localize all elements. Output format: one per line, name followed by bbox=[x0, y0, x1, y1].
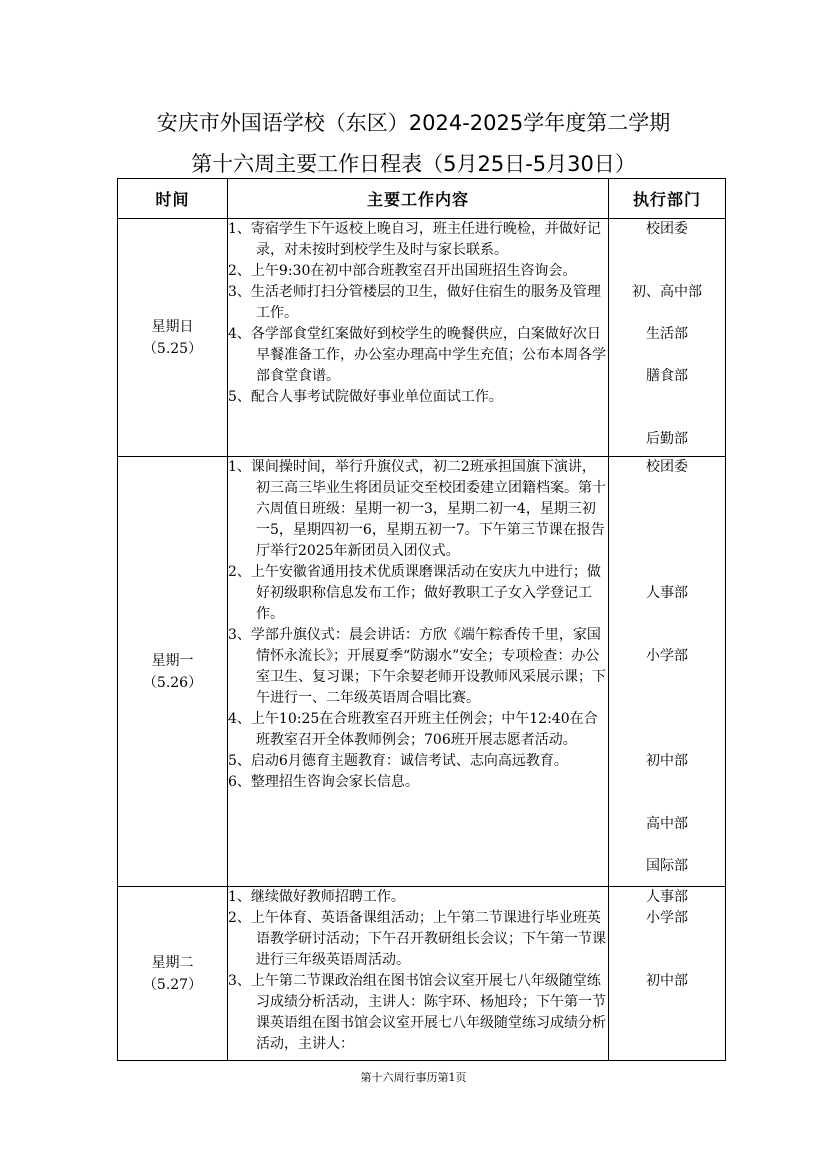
content-cell bbox=[228, 887, 609, 1061]
dept-cell bbox=[609, 219, 726, 457]
document-subtitle: 第十六周主要工作日程表（5月25日-5月30日） bbox=[191, 152, 636, 176]
day-cell bbox=[118, 887, 228, 1061]
work-item: 6、整理招生咨询会家长信息。 bbox=[228, 774, 419, 790]
dept-label: 小学部 bbox=[646, 910, 688, 926]
dept-label: 生活部 bbox=[646, 326, 688, 342]
page-footer: 第十六周行事历第1页 bbox=[360, 1071, 467, 1084]
dept-label: 高中部 bbox=[646, 816, 688, 832]
header-content: 主要工作内容 bbox=[228, 179, 609, 219]
work-item: 4、各学部食堂红案做好到校学生的晚餐供应，白案做好次日早餐准备工作，办公室办理高中学生充值；公布本周各学部食堂食谱。 bbox=[228, 326, 606, 384]
work-item: 3、生活老师打扫分管楼层的卫生，做好住宿生的服务及管理工作。 bbox=[228, 284, 601, 321]
dept-label: 人事部 bbox=[646, 889, 688, 905]
dept-label: 初、高中部 bbox=[632, 284, 702, 300]
work-item: 1、寄宿学生下午返校上晚自习，班主任进行晚检，并做好记录，对未按时到校学生及时与家长联系。 bbox=[228, 221, 601, 258]
dept-label: 人事部 bbox=[646, 585, 688, 601]
work-item: 3、上午第二节课政治组在图书馆会议室开展七八年级随堂练习成绩分析活动，主讲人：陈宇环、杨旭玲；下午第一节课英语组在图书馆会议室开展七八年级随堂练习成绩分析活动，主讲人： bbox=[228, 973, 606, 1052]
dept-cell bbox=[609, 887, 726, 1061]
work-item: 4、上午10:25在合班教室召开班主任例会；中午12:40在合班教室召开全体教师例会；706班开展志愿者活动。 bbox=[228, 711, 598, 748]
dept-label: 校团委 bbox=[646, 221, 688, 237]
work-item: 1、继续做好教师招聘工作。 bbox=[228, 889, 405, 905]
day-cell bbox=[118, 457, 228, 887]
header-time: 时间 bbox=[118, 179, 228, 219]
day-cell bbox=[118, 219, 228, 457]
work-item: 3、学部升旗仪式：晨会讲话：方欣《端午粽香传千里，家国情怀永流长》；开展夏季“防溺水”安全；专项检查：办公室卫生、复习课；下午余㛃老师开设教师风采展示课；下午进行一、二年级英语周合唱比赛。 bbox=[228, 627, 606, 706]
work-item: 2、上午9:30在初中部合班教室召开出国班招生咨询会。 bbox=[228, 263, 577, 279]
day-name: 星期日 bbox=[151, 318, 194, 335]
dept-cell bbox=[609, 457, 726, 887]
dept-label: 小学部 bbox=[646, 648, 688, 664]
dept-label: 后勤部 bbox=[646, 431, 688, 447]
work-item: 5、启动6月德育主题教育：诚信考试、志向高远教育。 bbox=[228, 753, 568, 769]
work-item: 2、上午体育、英语备课组活动；上午第二节课进行毕业班英语教学研讨活动；下午召开教研组长会议；下午第一节课进行三年级英语周活动。 bbox=[228, 910, 606, 968]
work-item: 5、配合人事考试院做好事业单位面试工作。 bbox=[228, 389, 503, 405]
dept-label: 初中部 bbox=[646, 973, 688, 989]
table-row-monday bbox=[118, 457, 726, 887]
document-title: 安庆市外国语学校（东区）2024-2025学年度第二学期 bbox=[156, 111, 671, 135]
content-cell bbox=[228, 457, 609, 887]
table-row-sunday bbox=[118, 219, 726, 457]
schedule-table bbox=[117, 178, 726, 1061]
content-cell bbox=[228, 219, 609, 457]
table-header-row bbox=[118, 179, 726, 219]
day-date: （5.27） bbox=[142, 976, 203, 993]
dept-label: 膳食部 bbox=[646, 368, 688, 384]
day-name: 星期二 bbox=[151, 954, 194, 971]
day-date: （5.25） bbox=[142, 340, 203, 357]
work-item: 2、上午安徽省通用技术优质课磨课活动在安庆九中进行；做好初级职称信息发布工作；做好教职工子女入学登记工作。 bbox=[228, 564, 601, 622]
work-item: 1、课间操时间，举行升旗仪式，初二2班承担国旗下演讲，初三高三毕业生将团员证交至校团委建立团籍档案。第十六周值日班级：星期一初一3，星期二初一4，星期三初一5，星期四初一6，星期五初一7。下午第三节课在报告厅举行2025年新团员入团仪式。 bbox=[228, 459, 606, 559]
header-dept: 执行部门 bbox=[609, 179, 726, 219]
dept-label: 初中部 bbox=[646, 753, 688, 769]
dept-label: 国际部 bbox=[646, 858, 688, 874]
day-date: （5.26） bbox=[142, 674, 203, 691]
day-name: 星期一 bbox=[151, 652, 194, 669]
dept-label: 校团委 bbox=[646, 459, 688, 475]
table-row-tuesday bbox=[118, 887, 726, 1061]
